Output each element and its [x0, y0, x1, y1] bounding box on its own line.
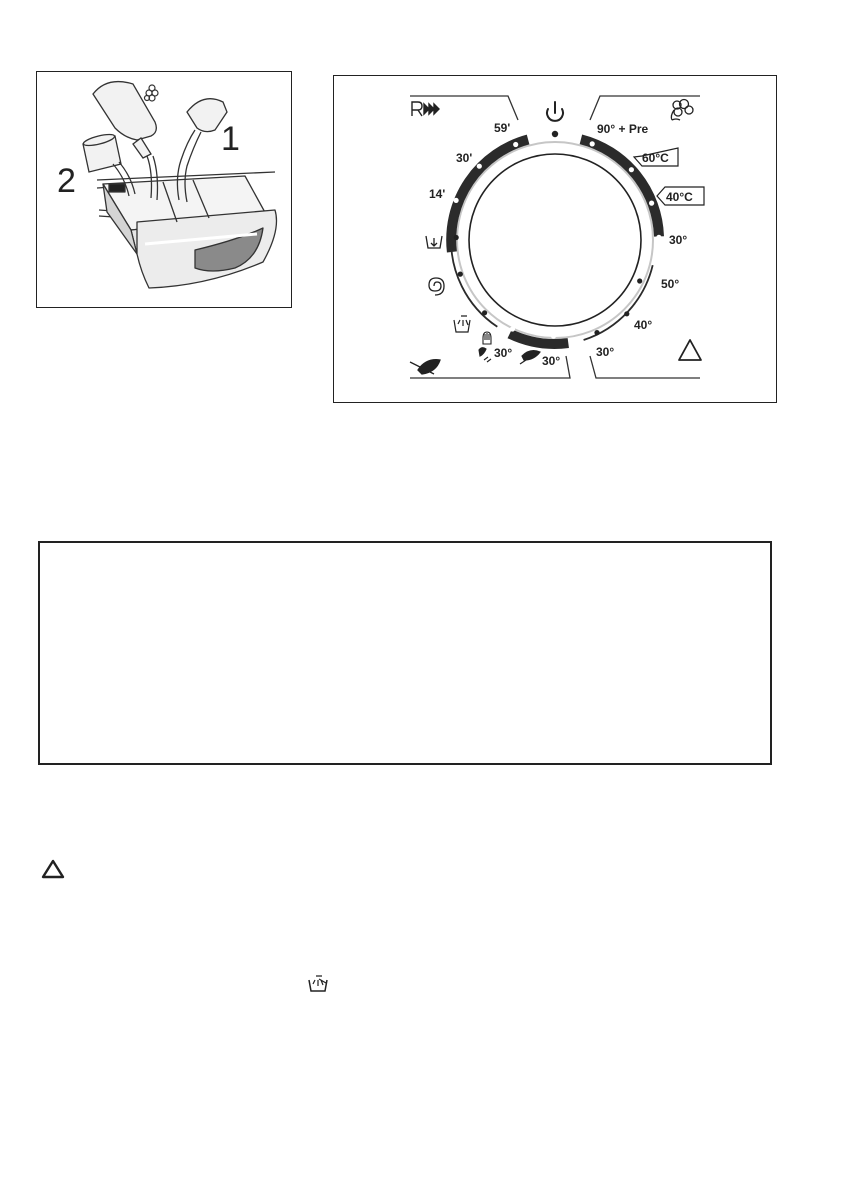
- cotton-label-90-pre: 90° + Pre: [597, 122, 649, 136]
- detergent-drawer: [103, 176, 277, 288]
- power-icon: [547, 102, 563, 121]
- synthetic-label-50: 50°: [661, 277, 680, 291]
- rapid-label-30: 30': [456, 151, 473, 165]
- cotton-label-40c: 40°C: [666, 190, 693, 204]
- dispenser-illustration: [36, 71, 292, 308]
- cotton-icon: [671, 100, 693, 121]
- note-box: [38, 541, 772, 765]
- synthetic-label-40: 40°: [634, 318, 653, 332]
- cotton-label-60c: 60°C: [642, 151, 669, 165]
- power-off-dot: [552, 131, 558, 137]
- rinse-basin-icon: [454, 316, 470, 332]
- handwash-icon: [479, 332, 491, 362]
- cotton-label-30: 30°: [669, 233, 688, 247]
- wool-label-handwash-30: 30°: [494, 346, 513, 360]
- feather-icon: [520, 351, 540, 364]
- flower-icon: [145, 85, 159, 101]
- wool-feather-icon: [410, 360, 440, 374]
- compartment-1-label: 1: [221, 120, 240, 158]
- synthetic-label-30: 30°: [596, 345, 615, 359]
- programme-dial-panel: [333, 75, 777, 403]
- rinse-basin-icon: [307, 974, 329, 994]
- rapid-icon: [412, 102, 439, 116]
- triangle-icon: [40, 858, 66, 880]
- drain-basin-icon: [426, 236, 442, 248]
- spin-spiral-icon: [429, 278, 444, 295]
- triangle-icon: [679, 340, 701, 360]
- compartment-2-label: 2: [57, 162, 76, 200]
- rapid-label-14: 14': [429, 187, 446, 201]
- selector-knob[interactable]: [469, 154, 641, 326]
- dispenser-drawing: [37, 72, 291, 307]
- rapid-label-59: 59': [494, 121, 511, 135]
- programme-dial-drawing: [334, 76, 776, 402]
- wool-label-30: 30°: [542, 354, 561, 368]
